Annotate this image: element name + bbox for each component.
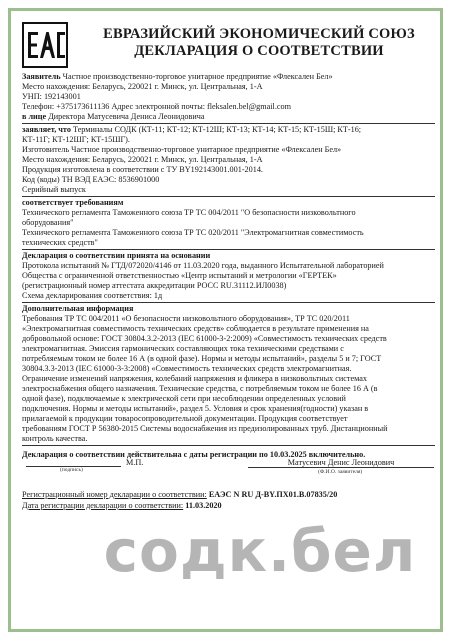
- registration-date: 11.03.2020: [185, 500, 222, 510]
- registration-date-label: Дата регистрации декларации о соответствии:: [22, 500, 184, 510]
- basis-heading: Декларация о соответствии принята на основании: [22, 251, 211, 260]
- email-value: fleksalen.bel@gmail.com: [207, 102, 291, 111]
- document-title: [74, 26, 444, 60]
- additional-line: потребляемым током не более 16 А (в одной фазе). Нормы и методы испытаний», разделы 5 и 7; ГОСТ: [22, 354, 382, 363]
- additional-line: Ограничение изменений напряжения, колебаний напряжения и фликера в низковольтных системах: [22, 374, 367, 383]
- product-line-2: КТ-11Г; КТ-12ШГ; КТ-15ШГ).: [22, 135, 130, 144]
- requirement-line-4: технических средств": [22, 238, 98, 247]
- divider: [22, 445, 435, 446]
- title-declaration: ДЕКЛАРАЦИЯ О СООТВЕТСТВИИ: [134, 43, 384, 59]
- eac-logo-icon: [22, 22, 68, 68]
- registration-number-label: Регистрационный номер декларации о соответствии:: [22, 490, 207, 499]
- additional-line: добровольной основе: ГОСТ 30804.3.2-2013 (IEC 61000-3-2:2009) «Совместимость технических средств: [22, 334, 387, 343]
- representative-label: в лице: [22, 112, 47, 121]
- basis-line-4: Схема декларирования соответствия: 1д: [22, 291, 163, 300]
- additional-heading: Дополнительная информация: [22, 304, 134, 313]
- requirement-line-2: оборудования": [22, 218, 74, 227]
- watermark: содк.бел: [103, 517, 417, 585]
- validity-statement: Декларация о соответствии действительна с даты регистрации по 10.03.2025 включительно.: [22, 450, 366, 459]
- product-line-1: Терминалы СОДК (КТ-11; КТ-12; КТ-12Ш; КТ-13; КТ-14; КТ-15; КТ-15Ш; КТ-16;: [72, 125, 362, 134]
- signature-block: [22, 455, 435, 491]
- phone-value: +375173611136: [56, 102, 110, 111]
- phone-label: Телефон:: [22, 102, 55, 111]
- title-union: ЕВРАЗИЙСКИЙ ЭКОНОМИЧЕСКИЙ СОЮЗ: [103, 26, 415, 42]
- declaration-body: [22, 72, 435, 460]
- signer-name: Матусевич Денис Леонидович: [287, 458, 395, 467]
- signer-caption: (Ф.И.О. заявителя): [318, 469, 363, 475]
- additional-line: требованиям ГОСТ Р 56380-2015 Системы водоснабжения из предизолированных труб. Дистанционный: [22, 424, 388, 433]
- representative-value: Директора Матусевича Дениса Леонидовича: [48, 112, 205, 121]
- additional-info: [22, 314, 435, 444]
- applicant-unp: УНП: 192143001: [22, 92, 81, 101]
- additional-line: контроль качества.: [22, 434, 88, 443]
- divider: [22, 249, 435, 250]
- declares-label: заявляет, что: [22, 125, 71, 134]
- declares-line: [22, 125, 435, 135]
- representative-line: [22, 112, 435, 122]
- additional-line: прилагаемой к продукции товаросопроводительной документации. Продукция соответствует: [22, 414, 348, 423]
- registration-number: ЕАЭС N RU Д-BY.ПХ01.В.07835/20: [208, 490, 338, 499]
- applicant-value: Частное производственно-торговое унитарное предприятие «Флексален Бел»: [62, 72, 333, 81]
- requirement-line-1: Технического регламента Таможенного союза ТР ТС 004/2011 "О безопасности низковольтного: [22, 208, 356, 217]
- applicant-label: Заявитель: [22, 72, 61, 81]
- requirement-line-3: Технического регламента Таможенного союза ТР ТС 020/2011 "Электромагнитная совместимость: [22, 228, 364, 237]
- divider: [22, 123, 435, 124]
- additional-line: Требования ТР ТС 004/2011 «О безопасности низковольтного оборудования», ТР ТС 020/2011: [22, 314, 350, 323]
- additional-line: электромагнитная. Эмиссия гармонических составляющих тока техническими средствами с: [22, 344, 344, 353]
- applicant-contacts: [22, 102, 435, 112]
- additional-line: одной фазе), подключаемые к электрической сети при несоблюдении определенных условий: [22, 394, 346, 403]
- batch-type: Серийный выпуск: [22, 185, 86, 194]
- divider: [22, 302, 435, 303]
- stamp-placeholder: М.П.: [126, 458, 144, 467]
- signature-caption: (подпись): [60, 467, 83, 473]
- tnved-code: Код (коды) ТН ВЭД ЕАЭС: 8536901000: [22, 175, 160, 184]
- additional-line: подключения. Нормы и методы испытаний», раздел 5. Условия и срок хранения(годности) указан в: [22, 404, 369, 413]
- email-label: Адрес электронной почты:: [111, 102, 205, 111]
- signer-line: [248, 467, 434, 468]
- basis-line-2: Общества с ограниченной ответственностью «Центр испытаний и метрологии «ГЕРТЕК»: [22, 271, 337, 280]
- basis-line-1: Протокола испытаний № ГТД/072020/4146 от 11.03.2020 года, выданного Испытательной лабораторией: [22, 261, 384, 270]
- basis-line-3: (регистрационный номер аттестата аккредитации РОСС RU.31112.ИЛ0038): [22, 281, 287, 290]
- additional-line: «Электромагнитная совместимость технических средств» соблюдается в результате применения на: [22, 324, 369, 333]
- made-per-spec: Продукция изготовлена в соответствии с ТУ BY192143001.001-2014.: [22, 165, 263, 174]
- manufacturer: Изготовитель Частное производственно-торговое унитарное предприятие «Флексален Бел»: [22, 145, 342, 154]
- requirements-heading: соответствует требованиям: [22, 198, 124, 207]
- additional-line: 30804.3.3-2013 (IEC 61000-3-3:2008) «Совместимость технических средств электромагнитная.: [22, 364, 352, 373]
- registration-block: [22, 490, 435, 511]
- applicant-line: [22, 72, 435, 82]
- manufacturer-address: Место нахождения: Беларусь, 220021 г. Минск, ул. Центральная, 1-А: [22, 155, 263, 164]
- registration-number-line: [22, 490, 435, 501]
- applicant-address: Место нахождения: Беларусь, 220021 г. Минск, ул. Центральная, 1-А: [22, 82, 263, 91]
- additional-line: электроснабжения общего назначения. Технические средства, с потребляемым током не более 16 А (в: [22, 384, 378, 393]
- divider: [22, 196, 435, 197]
- registration-date-line: [22, 501, 435, 512]
